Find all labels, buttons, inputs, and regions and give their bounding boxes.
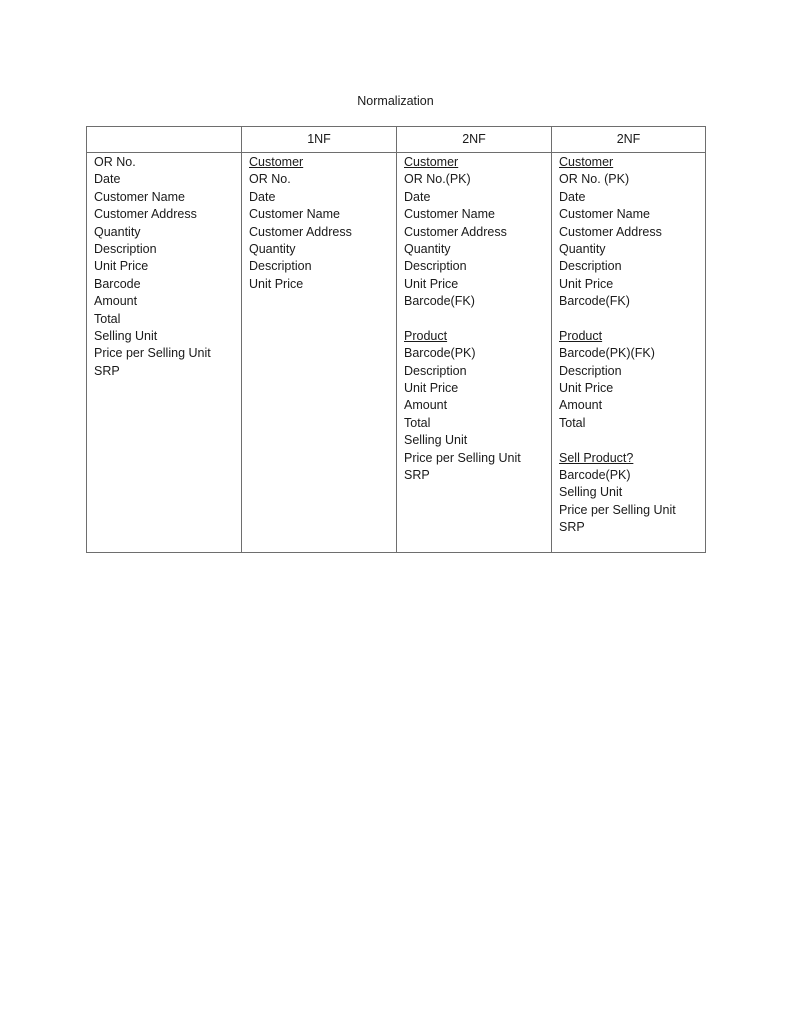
attribute-item: Date [249, 189, 276, 204]
attribute-item: Quantity [404, 241, 451, 256]
attribute-item: Quantity [249, 241, 296, 256]
attribute-item: SRP [404, 468, 430, 483]
table-row [87, 153, 706, 553]
normalization-table [86, 126, 706, 553]
attribute-item: SRP [94, 363, 120, 378]
attribute-item: Customer Name [559, 207, 650, 222]
attribute-item: SRP [559, 520, 585, 535]
attribute-item: Amount [94, 294, 138, 309]
attribute-item: Description [559, 363, 622, 378]
column-2nf-second [552, 153, 706, 553]
column-2nf [397, 153, 552, 553]
attribute-item: Customer Address [559, 224, 662, 239]
attribute-item: Date [559, 189, 586, 204]
attribute-item: Total [94, 311, 121, 326]
attribute-item: Unit Price [404, 276, 459, 291]
page-title: Normalization [357, 94, 434, 108]
attribute-item: Unit Price [94, 259, 149, 274]
attribute-item: Quantity [559, 241, 606, 256]
attribute-item: OR No. [249, 172, 291, 187]
attribute-item: Unit Price [249, 276, 304, 291]
spacer-line [559, 311, 699, 328]
table-header-row [87, 127, 706, 153]
attribute-item: Barcode(FK) [559, 294, 630, 309]
attribute-item: Total [559, 415, 586, 430]
attribute-item: Barcode(FK) [404, 294, 475, 309]
entity-heading: Customer [404, 155, 459, 169]
column-1nf [242, 153, 397, 553]
attribute-list [404, 154, 545, 484]
header-cell-2nf-second: 2NF [552, 127, 706, 153]
attribute-item: Price per Selling Unit [404, 450, 521, 465]
attribute-item: Barcode(PK) [404, 346, 476, 361]
attribute-item: Customer Address [94, 207, 197, 222]
attribute-item: OR No. [94, 155, 136, 169]
attribute-item: Barcode(PK) [559, 468, 631, 483]
attribute-item: Barcode(PK)(FK) [559, 346, 655, 361]
attribute-item: Customer Name [94, 189, 185, 204]
attribute-item: Description [559, 259, 622, 274]
attribute-item: OR No.(PK) [404, 172, 471, 187]
attribute-list [559, 154, 699, 537]
attribute-item: Date [404, 189, 431, 204]
attribute-item: Customer Address [404, 224, 507, 239]
attribute-item: Barcode [94, 276, 141, 291]
attribute-item: Customer Name [249, 207, 340, 222]
attribute-item: Amount [404, 398, 448, 413]
attribute-item: Unit Price [559, 276, 614, 291]
entity-heading: Product [404, 328, 448, 343]
attribute-item: Description [404, 363, 467, 378]
attribute-item: Customer Address [249, 224, 352, 239]
header-cell-2nf: 2NF [397, 127, 552, 153]
spacer-line [404, 311, 545, 328]
attribute-item: Selling Unit [94, 328, 158, 343]
attribute-item: Description [249, 259, 312, 274]
attribute-item: Date [94, 172, 121, 187]
column-unnormalized [87, 153, 242, 553]
header-cell-blank [87, 127, 242, 153]
attribute-item: OR No. (PK) [559, 172, 630, 187]
attribute-item: Unit Price [559, 381, 614, 396]
attribute-item: Amount [559, 398, 603, 413]
header-cell-1nf: 1NF [242, 127, 397, 153]
spacer-line [559, 432, 699, 449]
entity-heading: Product [559, 328, 603, 343]
attribute-item: Customer Name [404, 207, 495, 222]
entity-heading: Sell Product? [559, 450, 634, 465]
attribute-item: Selling Unit [559, 485, 623, 500]
attribute-list [94, 154, 235, 380]
attribute-item: Description [404, 259, 467, 274]
attribute-item: Description [94, 241, 157, 256]
attribute-item: Price per Selling Unit [559, 502, 676, 517]
entity-heading: Customer [559, 155, 614, 169]
attribute-list [249, 154, 390, 293]
attribute-item: Price per Selling Unit [94, 346, 211, 361]
attribute-item: Unit Price [404, 381, 459, 396]
attribute-item: Selling Unit [404, 433, 468, 448]
attribute-item: Quantity [94, 224, 141, 239]
entity-heading: Customer [249, 155, 304, 169]
attribute-item: Total [404, 415, 431, 430]
